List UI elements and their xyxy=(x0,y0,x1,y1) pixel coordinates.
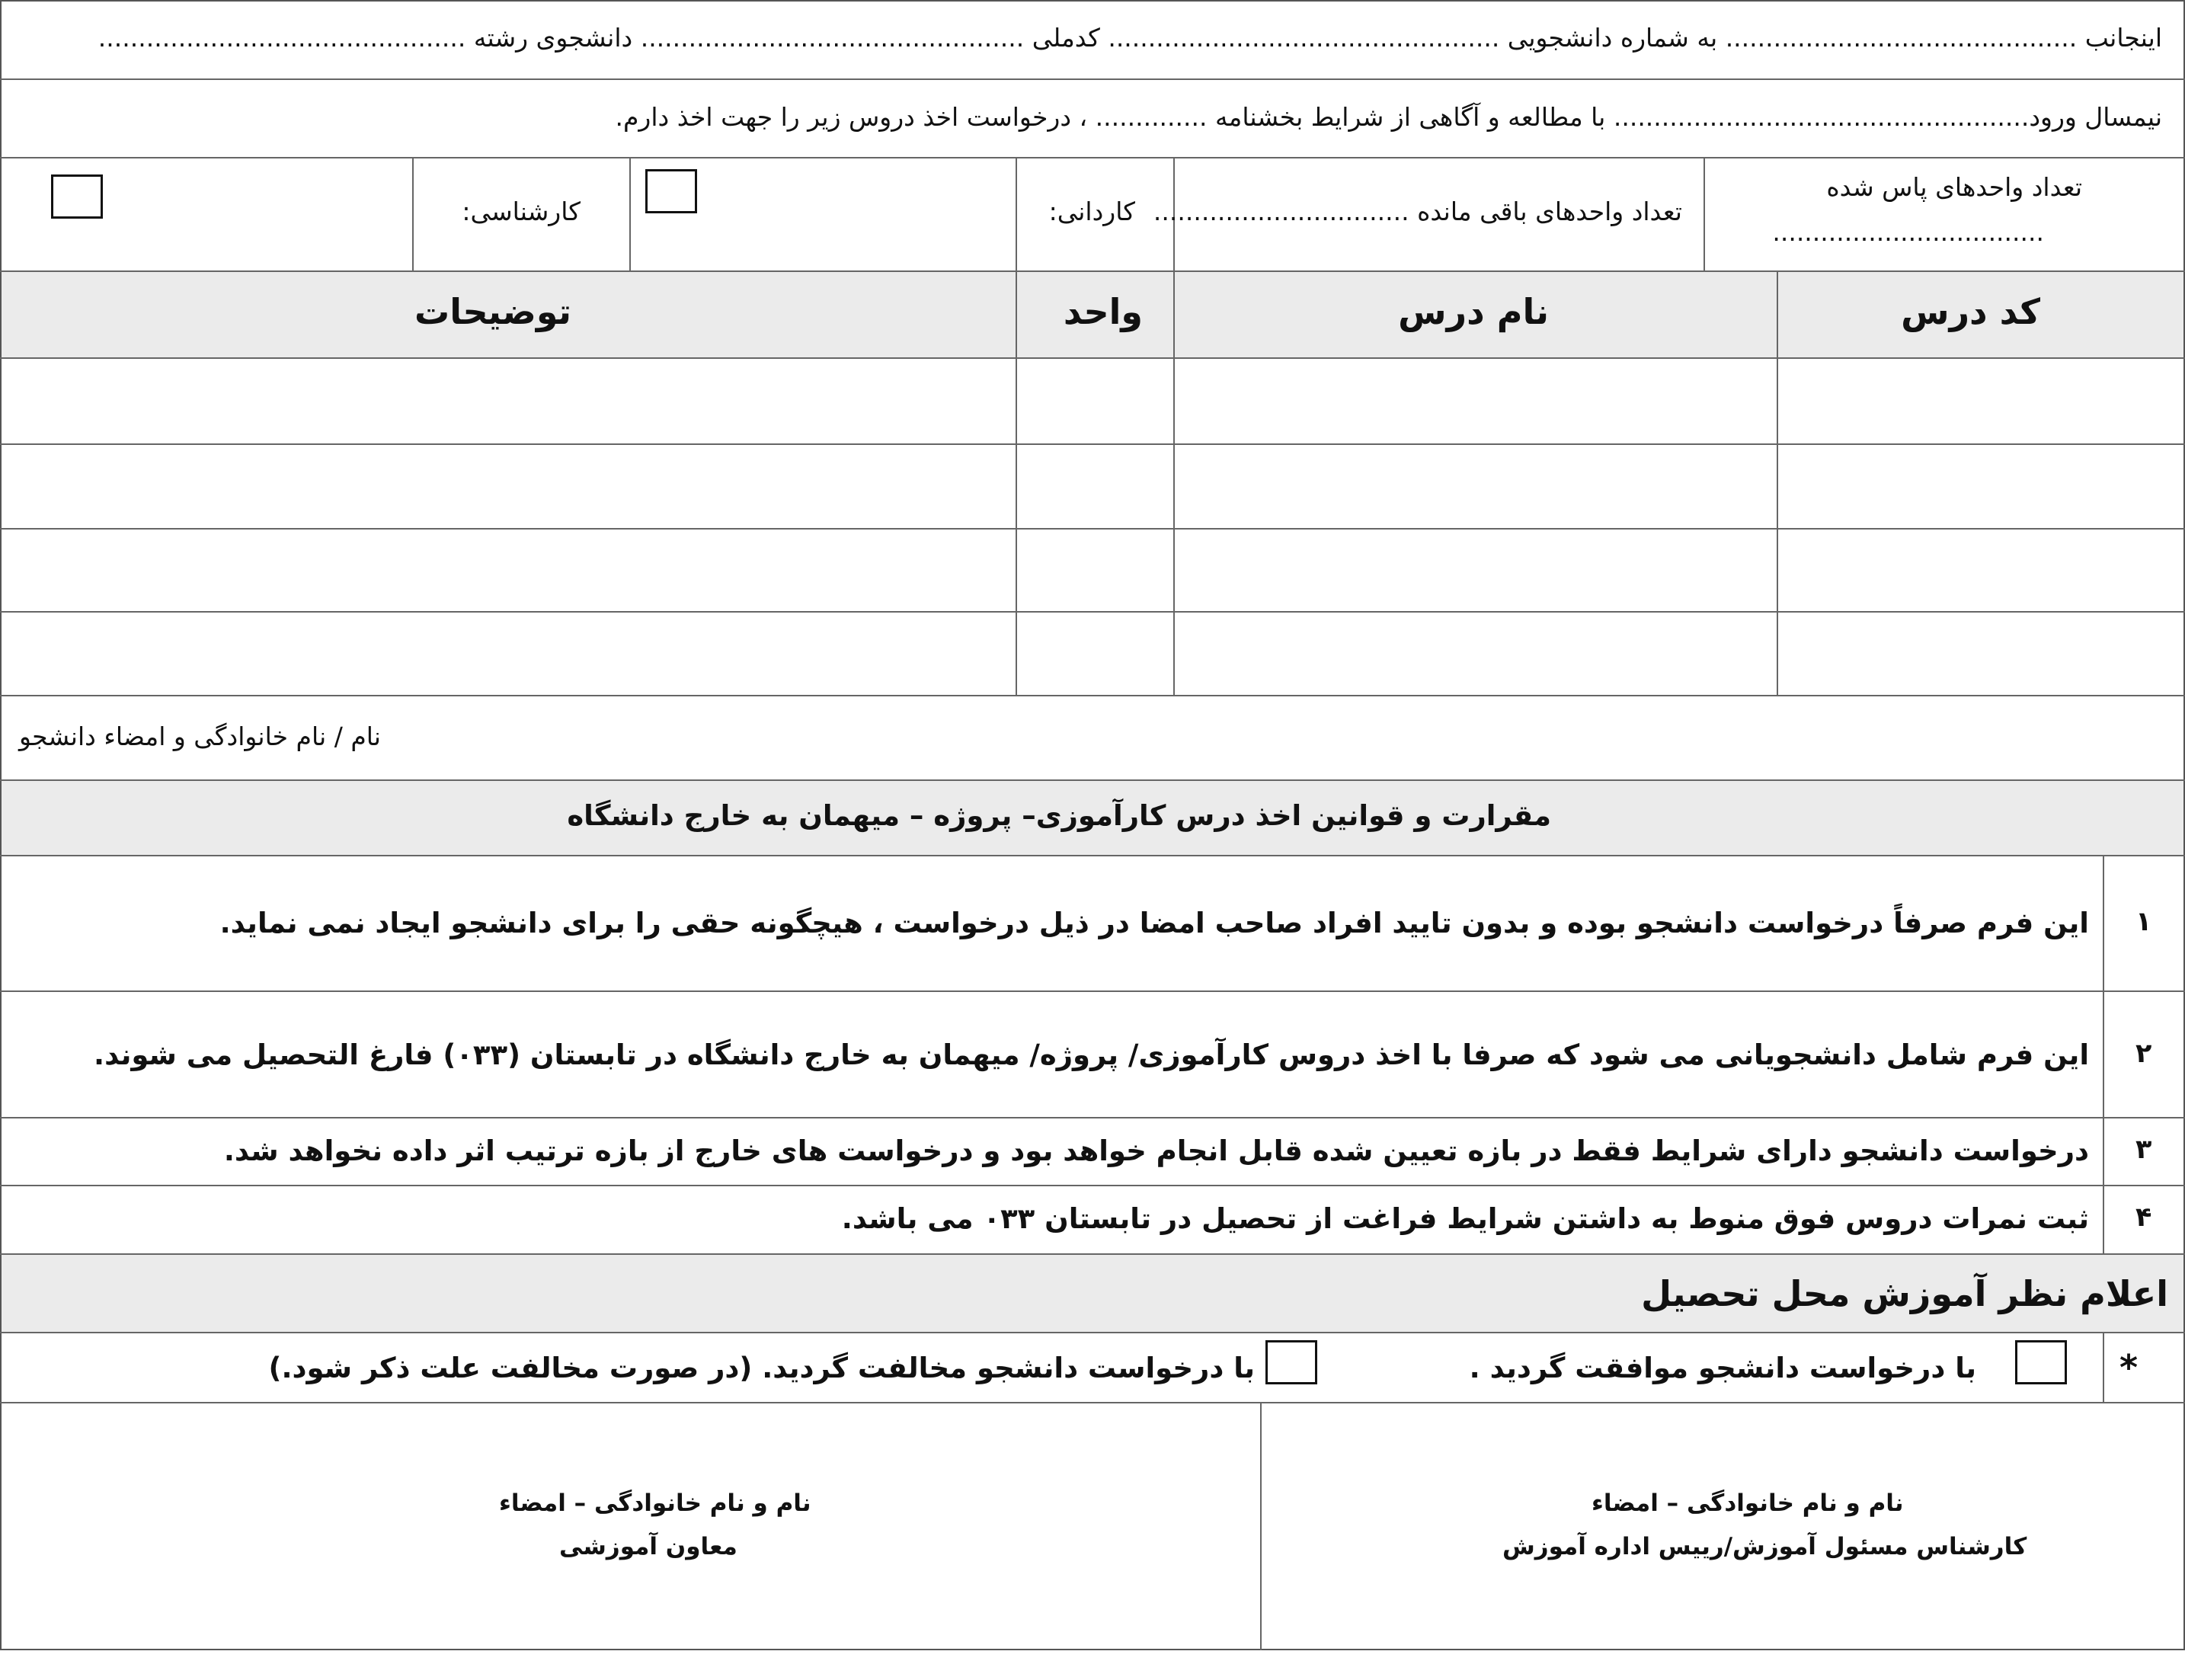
kardani-checkbox[interactable] xyxy=(645,169,697,213)
divider xyxy=(412,157,414,272)
divider xyxy=(0,990,2185,992)
left-signature-line-2: معاون آموزشی xyxy=(559,1533,737,1560)
passed-units-label: تعداد واحدهای پاس شده xyxy=(1826,172,2082,202)
opinion-title: اعلام نظر آموزش محل تحصیل xyxy=(1641,1273,2168,1314)
divider xyxy=(0,443,2185,445)
header-line-2: نیمسال ورود.................................................... با مطالعه و آگاهی از شرایط بخشنامه .............. ، درخواست اخذ دروس زیر را جهت اخذ دارم. xyxy=(615,102,2162,132)
left-signature-line-1: نام و نام خانوادگی – امضاء xyxy=(499,1490,811,1517)
divider xyxy=(0,695,2185,696)
col-header-course-name: نام درس xyxy=(1398,291,1549,332)
divider xyxy=(0,157,2185,158)
divider xyxy=(0,528,2185,530)
divider xyxy=(1704,157,1705,272)
col-header-description: توضیحات xyxy=(414,291,571,332)
rule-text: درخواست دانشجو دارای شرایط فقط در بازه تعیین شده قابل انجام خواهد بود و درخواست های خارج از بازه ترتیب اثر داده نخواهد شد. xyxy=(223,1134,2089,1167)
divider xyxy=(2103,1332,2104,1403)
approve-text: با درخواست دانشجو موافقت گردید . xyxy=(1469,1352,1976,1384)
reject-checkbox[interactable] xyxy=(1265,1340,1317,1384)
remaining-units-label: تعداد واحدهای باقی مانده ................................ xyxy=(1153,197,1682,226)
divider xyxy=(1016,157,1017,272)
approve-checkbox[interactable] xyxy=(2015,1340,2067,1384)
student-signature-label: نام / نام خانوادگی و امضاء دانشجو xyxy=(19,722,381,751)
divider xyxy=(1016,270,1017,696)
header-line-1: اینجانب ............................................ به شماره دانشجویی ................................................. کدملی ................................................ دانشجوی رشته .............................................. xyxy=(98,23,2162,53)
rule-number: ۴ xyxy=(2135,1202,2152,1233)
divider xyxy=(2103,855,2104,1255)
divider xyxy=(0,779,2185,781)
divider xyxy=(0,1185,2185,1186)
rule-text: این فرم صرفاً درخواست دانشجو بوده و بدون تایید افراد صاحب امضا در ذیل درخواست ، هیچگونه حقی را برای دانشجو ایجاد نمی نماید. xyxy=(219,907,2089,939)
divider xyxy=(0,1332,2185,1333)
divider xyxy=(1260,1402,1262,1650)
rule-text: ثبت نمرات دروس فوق منوط به داشتن شرایط فراغت از تحصیل در تابستان ۰۳۳ می باشد. xyxy=(841,1202,2089,1235)
karshenasi-checkbox[interactable] xyxy=(51,174,103,219)
rule-number: ۳ xyxy=(2135,1134,2152,1165)
rule-number: ۱ xyxy=(2135,907,2152,937)
rule-text: این فرم شامل دانشجویانی می شود که صرفا با اخذ دروس کارآموزی/ پروژه/ میهمان به خارج دانشگاه در تابستان (۰۳۳) فارغ التحصیل می شوند. xyxy=(94,1038,2089,1071)
divider xyxy=(629,157,631,272)
karshenasi-label: کارشناسی: xyxy=(462,197,581,226)
right-signature-line-1: نام و نام خانوادگی – امضاء xyxy=(1592,1490,1904,1517)
divider xyxy=(1777,270,1778,696)
col-header-course-code: کد درس xyxy=(1901,291,2040,332)
opinion-star: * xyxy=(2119,1347,2139,1388)
rules-title: مقرارت و قوانین اخذ درس کارآموزی– پروژه – میهمان به خارج دانشگاه xyxy=(567,799,1551,832)
divider xyxy=(0,611,2185,613)
divider xyxy=(0,1117,2185,1118)
divider xyxy=(0,855,2185,856)
divider xyxy=(0,1402,2185,1403)
divider xyxy=(0,357,2185,359)
kardani-label: کاردانی: xyxy=(1048,197,1135,226)
divider xyxy=(0,78,2185,80)
right-signature-line-2: کارشناس مسئول آموزش/رییس اداره آموزش xyxy=(1502,1533,2027,1560)
divider xyxy=(0,1253,2185,1255)
reject-text: با درخواست دانشجو مخالفت گردید. (در صورت مخالفت علت ذکر شود.) xyxy=(268,1352,1255,1384)
divider xyxy=(1173,270,1175,696)
rule-number: ۲ xyxy=(2135,1038,2152,1069)
col-header-units: واحد xyxy=(1063,291,1143,332)
passed-units-field[interactable]: .................................. xyxy=(1772,217,2044,247)
divider xyxy=(0,270,2185,272)
